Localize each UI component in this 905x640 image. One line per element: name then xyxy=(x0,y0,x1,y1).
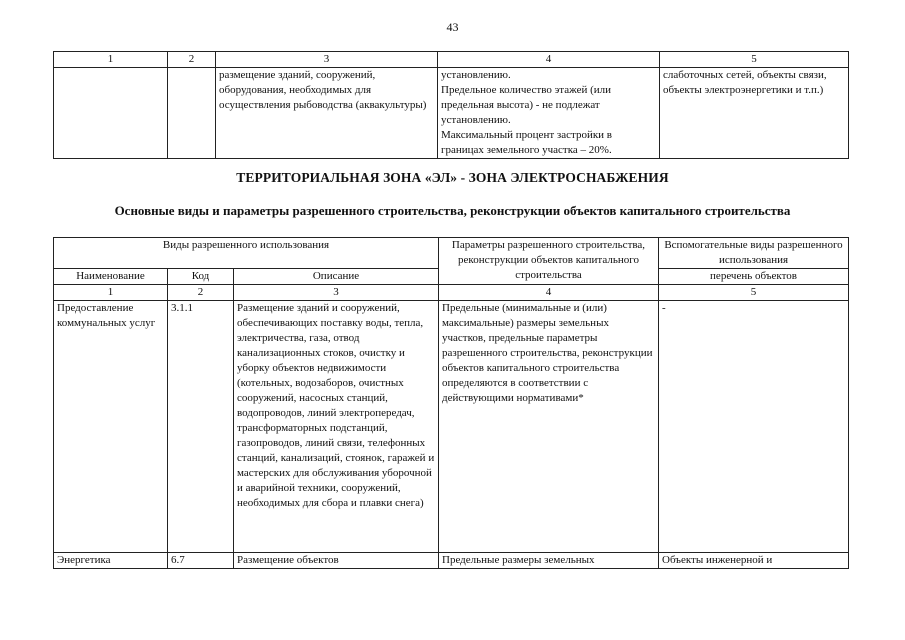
row-parameters: Предельные (минимальные и (или) максимальные) размеры земельных участков, предельные параметры разрешенного строительства, реконструкции объектов капитального строительства определяются в соответствии с действующими нормативами* xyxy=(439,301,659,553)
top-num-4: 4 xyxy=(438,52,660,68)
top-cell-description: размещение зданий, сооружений, оборудования, необходимых для осуществления рыбоводства (аквакультуры) xyxy=(216,68,438,159)
row-code: 3.1.1 xyxy=(168,301,234,553)
aux-header-cell: Вспомогательные виды разрешенного использования xyxy=(659,238,849,269)
top-params-line-2: Предельное количество этажей (или предельная высота) - не подлежат установлению. xyxy=(441,84,612,126)
row-description: Размещение зданий и сооружений, обеспечивающих поставку воды, тепла, электричества, газа, отвод канализационных стоков, очистку и уборку объектов недвижимости (котельных, водозаборов, очистных сооружений, насосных станций, водопроводов, линий электропередач, трансформаторных подстанций, газопроводов, линий связи, телефонных станций, канализаций, стоянок, гаражей и мастерских для обслуживания уборочной и аварийной техники, сооружений, необходимых для сбора и плавки снега) xyxy=(234,301,439,553)
table-row xyxy=(54,553,849,569)
table-row xyxy=(54,301,849,553)
row-parameters: Предельные размеры земельных xyxy=(439,553,659,569)
row-aux: - xyxy=(659,301,849,553)
top-num-2: 2 xyxy=(168,52,216,68)
top-cell-name xyxy=(54,68,168,159)
row-code: 6.7 xyxy=(168,553,234,569)
main-num-2: 2 xyxy=(168,285,234,301)
row-name: Энергетика xyxy=(54,553,168,569)
col-desc-header: Описание xyxy=(234,269,439,285)
top-table-continued-row xyxy=(54,68,849,159)
main-num-5: 5 xyxy=(659,285,849,301)
main-num-1: 1 xyxy=(54,285,168,301)
zone-title: ТЕРРИТОРИАЛЬНАЯ ЗОНА «ЭЛ» - ЗОНА ЭЛЕКТРОСНАБЖЕНИЯ xyxy=(236,170,669,185)
top-cell-code xyxy=(168,68,216,159)
page-number: 43 xyxy=(446,20,459,34)
main-number-row xyxy=(54,285,849,301)
top-cell-parameters xyxy=(438,68,660,159)
row-name: Предоставление коммунальных услуг xyxy=(54,301,168,553)
group-header-cell: Виды разрешенного использования xyxy=(54,238,439,269)
main-table xyxy=(53,237,849,569)
top-cell-aux: слаботочных сетей, объекты связи, объекты электроэнергетики и т.п.) xyxy=(660,68,849,159)
col-code-header: Код xyxy=(168,269,234,285)
top-table-continuation xyxy=(53,51,849,159)
top-params-line-1: установлению. xyxy=(441,69,511,81)
top-params-line-3: Максимальный процент застройки в границах земельного участка – 20%. xyxy=(441,129,612,156)
main-num-4: 4 xyxy=(439,285,659,301)
main-num-3: 3 xyxy=(234,285,439,301)
row-aux: Объекты инженерной и xyxy=(659,553,849,569)
top-table-number-row xyxy=(54,52,849,68)
col-aux-subheader: перечень объектов xyxy=(659,269,849,285)
top-num-5: 5 xyxy=(660,52,849,68)
main-header-row xyxy=(54,238,849,269)
row-description: Размещение объектов xyxy=(234,553,439,569)
section-title: Основные виды и параметры разрешенного строительства, реконструкции объектов капитального строительства xyxy=(114,203,791,218)
top-num-3: 3 xyxy=(216,52,438,68)
col-name-header: Наименование xyxy=(54,269,168,285)
top-num-1: 1 xyxy=(54,52,168,68)
params-header-cell: Параметры разрешенного строительства, реконструкции объектов капитального строительства xyxy=(439,238,659,285)
